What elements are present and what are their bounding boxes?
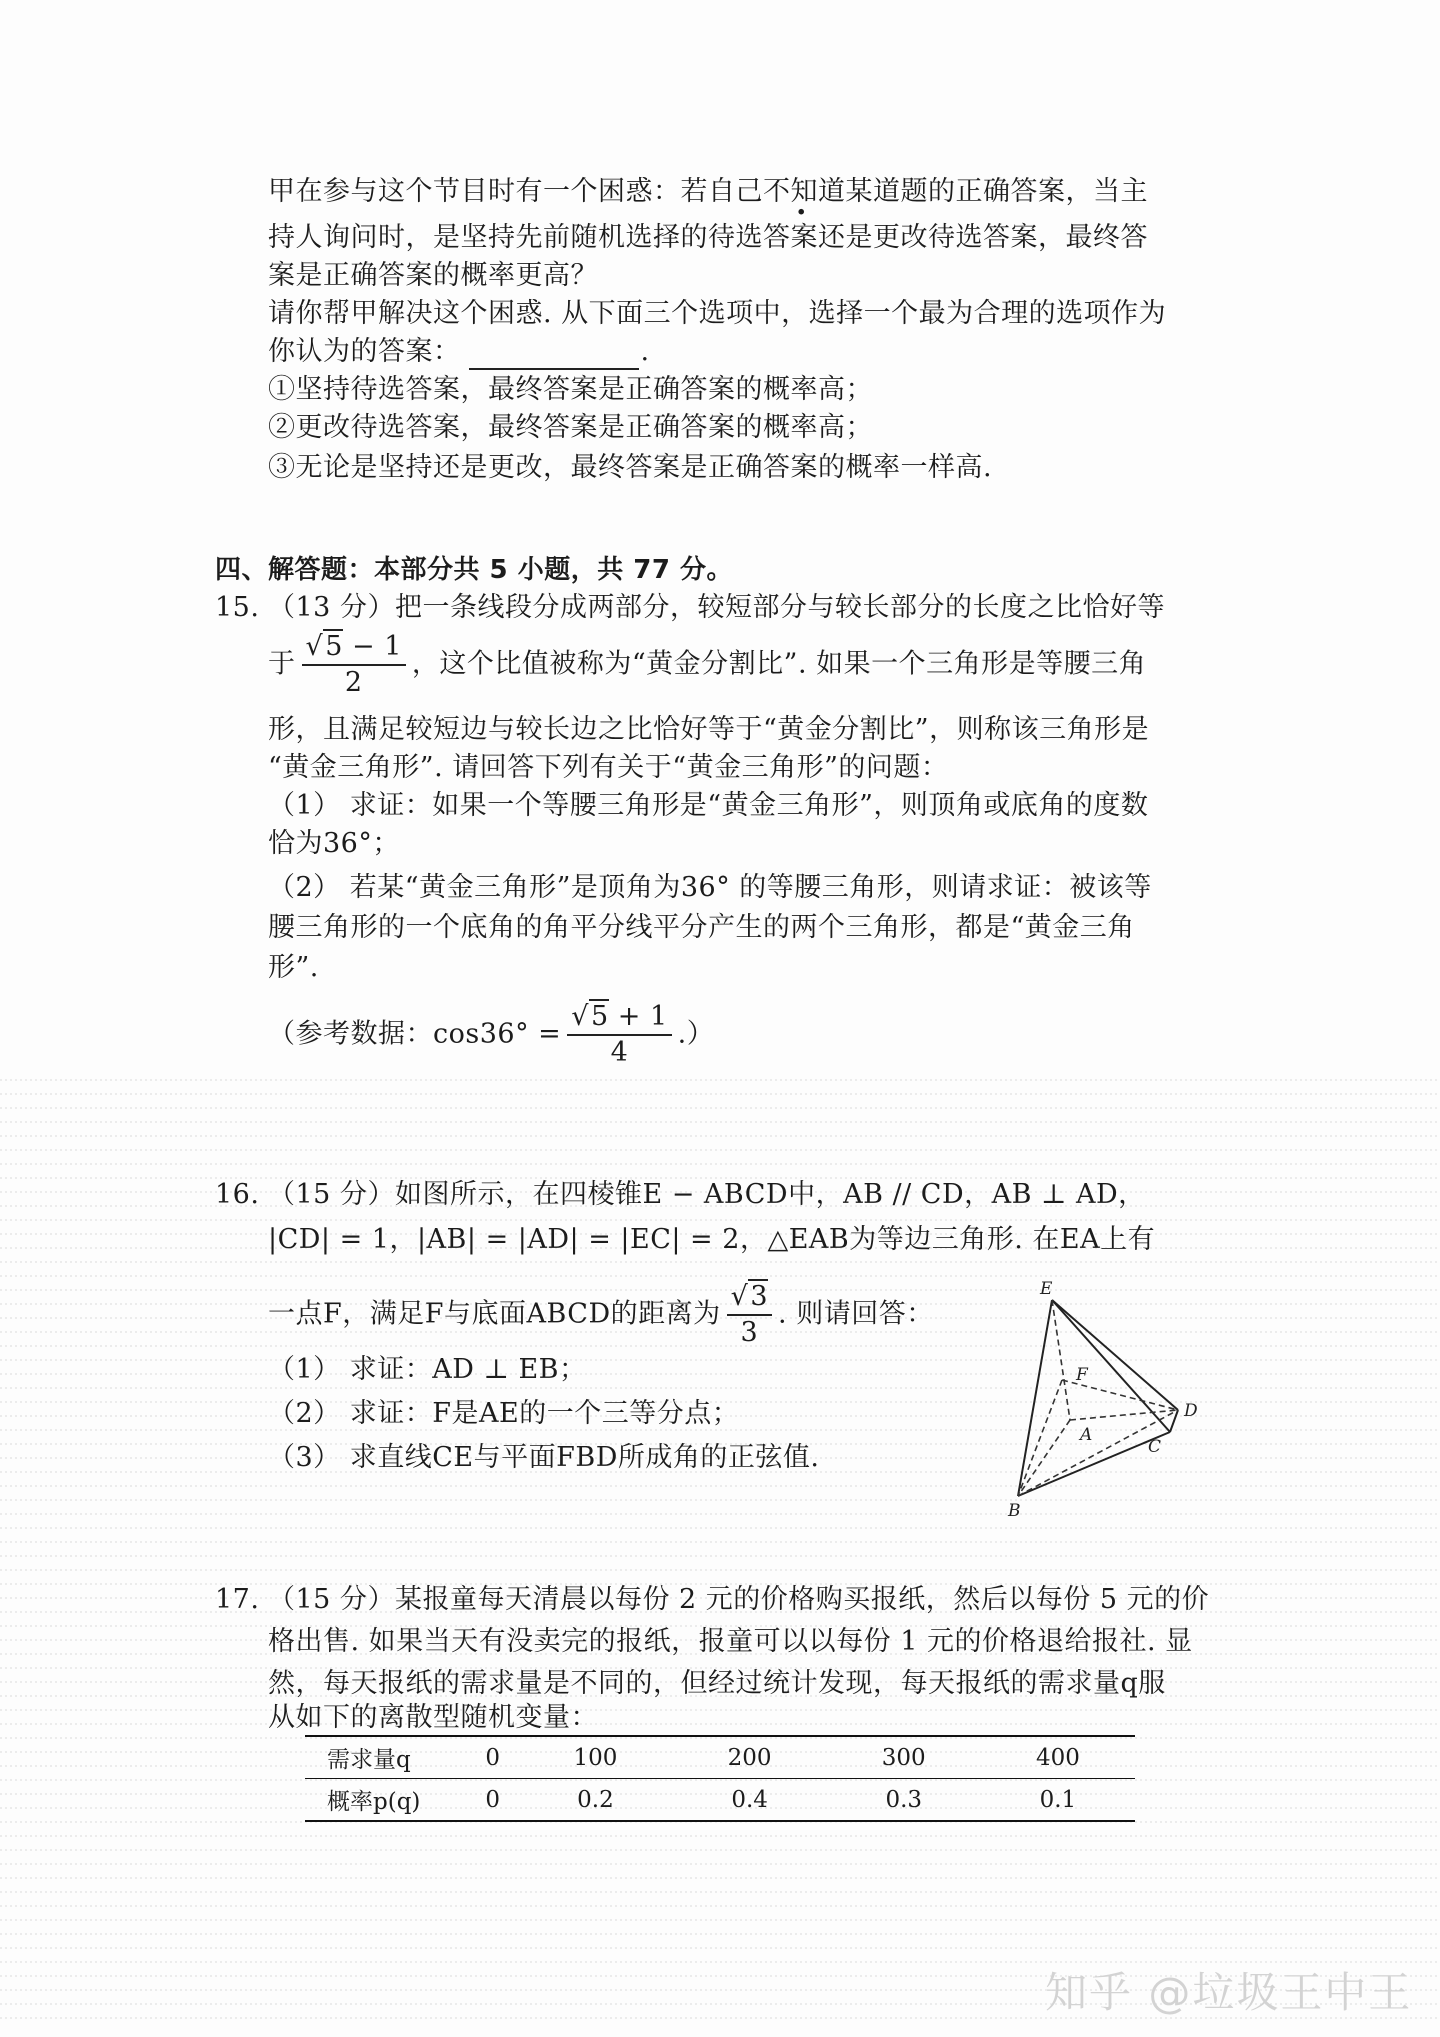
- table-cell: 0.2: [577, 1786, 614, 1813]
- q17-line-4: 从如下的离散型随机变量：: [268, 1702, 598, 1733]
- answer-blank[interactable]: [469, 342, 639, 370]
- q15-part-2a: （2） 若某“黄金三角形”是顶角为36° 的等腰三角形，则请求证：被该等: [268, 872, 1152, 903]
- section-heading: 四、解答题：本部分共 5 小题，共 77 分。: [215, 555, 733, 585]
- q14-line-3: 案是正确答案的概率更高？: [268, 260, 598, 291]
- row-header-probability: 概率p(q): [327, 1789, 421, 1815]
- option-1: ①坚持待选答案，最终答案是正确答案的概率高；: [268, 374, 873, 405]
- q15-line-3: 形，且满足较短边与较长边之比恰好等于“黄金分割比”，则称该三角形是: [268, 714, 1150, 745]
- table-cell: 0.1: [1039, 1786, 1077, 1813]
- label-B: B: [1008, 1501, 1021, 1520]
- q15-part-1b: 恰为36°；: [268, 828, 400, 859]
- q15-line-4: “黄金三角形”. 请回答下列有关于“黄金三角形”的问题：: [268, 752, 949, 783]
- option-3: ③无论是坚持还是更改，最终答案是正确答案的概率一样高.: [268, 452, 993, 483]
- table-row-demand: [305, 1736, 1135, 1779]
- q14-line-4: 请你帮甲解决这个困惑. 从下面三个选项中，选择一个最为合理的选项作为: [268, 298, 1167, 329]
- table-row-probability: [305, 1779, 1135, 1822]
- table-cell: 0: [467, 1736, 518, 1779]
- q16-part-2: （2） 求证：F是AE的一个三等分点；: [268, 1398, 740, 1429]
- table-cell: 0.4: [731, 1786, 768, 1813]
- q16-line-2: |CD| = 1，|AB| = |AD| = |EC| = 2，△EAB为等边三角形. 在EA上有: [268, 1224, 1156, 1255]
- option-2: ②更改待选答案，最终答案是正确答案的概率高；: [268, 412, 873, 443]
- q15-part-2b: 腰三角形的一个底角的角平分线平分产生的两个三角形，都是“黄金三角: [268, 912, 1135, 943]
- cos36-fraction: $\frac{√5 + 1}{4}$: [567, 1000, 671, 1070]
- edge-EB: [1018, 1300, 1052, 1496]
- label-E: E: [1040, 1279, 1053, 1299]
- table-cell: 200: [673, 1736, 827, 1779]
- table-cell: 300: [827, 1736, 981, 1779]
- distance-fraction: $\frac{√3}{3}$: [727, 1280, 772, 1350]
- watermark: 知乎 @垃圾王中王: [1045, 1968, 1413, 2017]
- q17-line-3: 然，每天报纸的需求量是不同的，但经过统计发现，每天报纸的需求量q服: [268, 1668, 1166, 1699]
- table-cell: 0: [485, 1786, 501, 1813]
- q15-line-1: （13 分）把一条线段分成两部分，较短部分与较长部分的长度之比恰好等: [268, 592, 1165, 623]
- q16-number: 16.: [215, 1179, 260, 1210]
- label-D: D: [1184, 1401, 1198, 1421]
- table-cell: 100: [518, 1736, 672, 1779]
- emphasis-dots: 不知道: [763, 176, 846, 207]
- q15-line-2: 于 $\frac{√5 - 1}{2}$ ，这个比值被称为“黄金分割比”. 如果一个三角形是等腰三角: [268, 631, 1147, 698]
- q14-line-5: 你认为的答案： .: [268, 334, 650, 370]
- q15-number: 15.: [215, 592, 260, 623]
- label-F: F: [1076, 1365, 1088, 1385]
- q16-part-1: （1） 求证：AD ⊥ EB；: [268, 1354, 587, 1385]
- table-cell: 0.3: [885, 1786, 923, 1813]
- row-header-demand: 需求量q: [305, 1736, 467, 1779]
- q17-line-1: （15 分）某报童每天清晨以每份 2 元的价格购买报纸，然后以每份 5 元的价: [268, 1584, 1210, 1615]
- q15-part-2c: 形”.: [268, 952, 319, 983]
- q15-reference: （参考数据：cos36° = $\frac{√5 + 1}{4}$ .）: [268, 1001, 715, 1068]
- q16-part-3: （3） 求直线CE与平面FBD所成角的正弦值.: [268, 1442, 820, 1473]
- q15-part-1a: （1） 求证：如果一个等腰三角形是“黄金三角形”，则顶角或底角的度数: [268, 790, 1149, 821]
- q17-line-2: 格出售. 如果当天有没卖完的报纸，报童可以以每份 1 元的价格退给报社. 显: [268, 1626, 1193, 1657]
- label-A: A: [1080, 1425, 1093, 1445]
- table-cell: 400: [981, 1736, 1135, 1779]
- q14-line-1: 甲在参与这个节目时有一个困惑：若自己不知道某道题的正确答案，当主: [268, 176, 1148, 207]
- pyramid-figure: [1000, 1270, 1210, 1520]
- q16-line-1: （15 分）如图所示，在四棱锥E − ABCD中，AB // CD，AB ⊥ AD，: [268, 1179, 1146, 1210]
- demand-distribution-table: [305, 1735, 1135, 1822]
- q16-line-3: 一点F，满足F与底面ABCD的距离为 $\frac{√3}{3}$ . 则请回答：: [268, 1281, 934, 1348]
- golden-ratio-fraction: $\frac{√5 - 1}{2}$: [302, 630, 406, 700]
- q17-number: 17.: [215, 1584, 260, 1615]
- q14-line-2: 持人询问时，是坚持先前随机选择的待选答案还是更改待选答案，最终答: [268, 222, 1148, 253]
- label-C: C: [1148, 1437, 1162, 1457]
- edge-FB: [1018, 1380, 1062, 1496]
